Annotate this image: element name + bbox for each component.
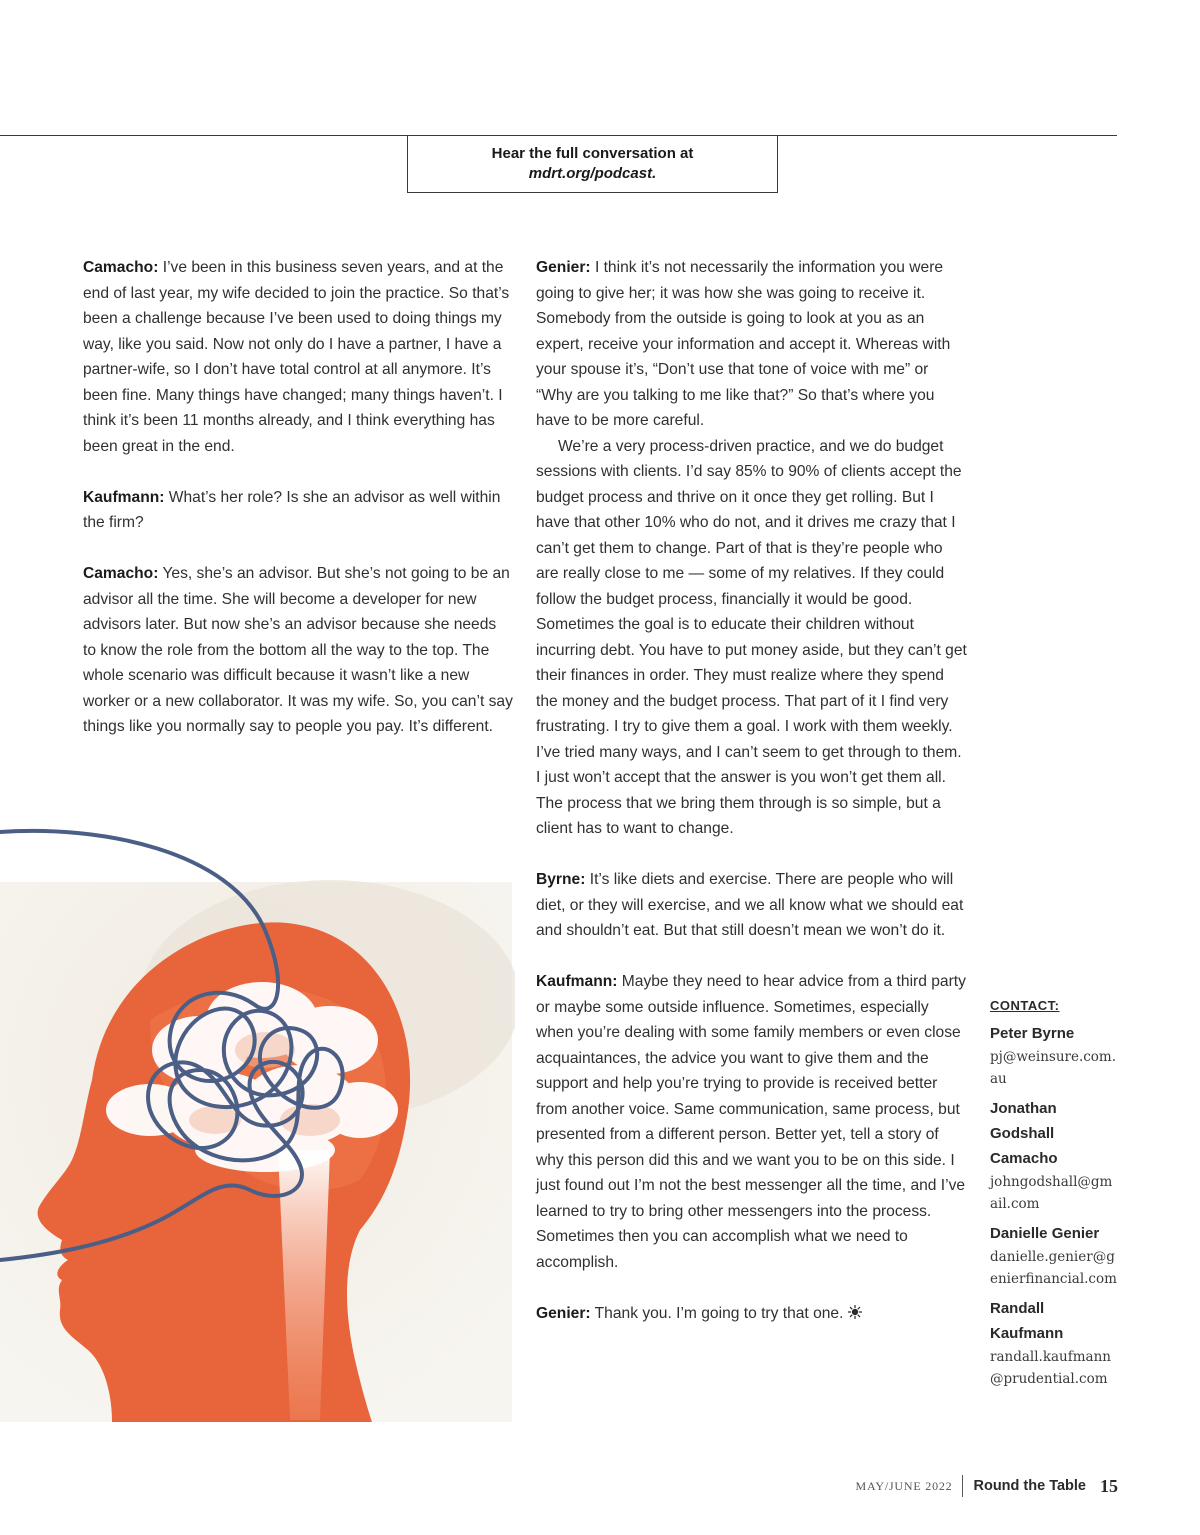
speaker-label: Genier: <box>536 259 591 276</box>
speaker-label: Genier: <box>536 1304 591 1322</box>
contact-email[interactable]: johngodshall@gmail.com <box>990 1174 1113 1212</box>
speaker-label: Kaufmann: <box>536 973 618 990</box>
paragraph-text: I think it’s not necessarily the information you were going to give her; it was how she was going to receive it. Somebody from the outside is going to look at you as an expert, receive your information and accept it. Whereas with your spouse it’s, “Don’t use that tone of voice with me” or “Why are you talking to me like that?” So that’s where you have to be more careful. <box>536 259 951 429</box>
contact-email[interactable]: danielle.genier@genierfinancial.com <box>990 1249 1117 1287</box>
contact-entry <box>990 1096 1120 1215</box>
contact-entry <box>990 1296 1120 1390</box>
speaker-label: Kaufmann: <box>83 488 165 506</box>
contact-sidebar <box>990 998 1120 1396</box>
podcast-callout <box>407 135 778 193</box>
paragraph-text: What’s her role? Is she an advisor as well within the firm? <box>83 488 501 531</box>
contact-email[interactable]: randall.kaufmann@prudential.com <box>990 1349 1111 1387</box>
sunburst-end-icon <box>848 1305 862 1319</box>
paragraph-kaufmann-1 <box>83 485 513 536</box>
paragraph-genier-2 <box>536 1301 969 1327</box>
callout-link[interactable]: mdrt.org/podcast. <box>528 165 657 182</box>
contact-heading: CONTACT: <box>990 998 1060 1013</box>
speaker-label: Camacho: <box>83 259 159 276</box>
paragraph-kaufmann-2 <box>536 969 969 1275</box>
footer-divider <box>962 1475 963 1497</box>
speaker-label: Camacho: <box>83 565 159 582</box>
contact-name: Danielle Genier <box>990 1225 1100 1242</box>
page-footer <box>856 1474 1118 1498</box>
paragraph-text: Thank you. I’m going to try that one. <box>594 1304 844 1322</box>
publication-title: Round the Table <box>973 1478 1086 1494</box>
contact-name: Randall Kaufmann <box>990 1300 1064 1342</box>
paragraph-text: It’s like diets and exercise. There are people who will diet, or they will exercise, and we all know what we should eat and shouldn’t eat. But that still doesn’t mean we won’t do it. <box>536 871 964 939</box>
left-column <box>83 255 513 740</box>
callout-line-1: Hear the full conversation at <box>491 145 694 162</box>
paragraph-text: Yes, she’s an advisor. But she’s not going to be an advisor all the time. She will become a developer for new advisors later. But now she’s an advisor because she needs to know the role from the bottom all the way to the top. The whole scenario was difficult because it wasn’t like a new worker or a new collaborator. It was my wife. So, you can’t say things like you normally say to people you pay. It’s different. <box>83 565 513 735</box>
head-brain-illustration <box>0 820 515 1422</box>
paragraph-text: I’ve been in this business seven years, and at the end of last year, my wife decided to join the practice. So that’s been a challenge because I’ve been used to doing things my way, like you said. Now not only do I have a partner, I have a partner-wife, so I don’t have total control at all anymore. It’s been fine. Many things have changed; many things haven’t. I think it’s been 11 months already, and I think everything has been great in the end. <box>83 259 510 455</box>
right-column <box>536 255 969 1326</box>
paragraph-text: Maybe they need to hear advice from a third party or maybe some outside influence. Sometimes, especially when you’re dealing with some family members or even close acquaintances, the advice you want to give them and the support and help you’re trying to provide is received better from another voice. Same communication, same process, but presented from a different person. Better yet, tell a story of why this person did this and we want you to be on this side. I just found out I’m not the best messenger all the time, and I’ve learned to try to bring other messengers into the process. Sometimes then you can accomplish what we need to accomplish. <box>536 973 966 1271</box>
issue-date: MAY/JUNE 2022 <box>855 1478 953 1493</box>
contact-name: Jonathan Godshall Camacho <box>990 1100 1058 1167</box>
speaker-label: Byrne: <box>536 871 586 888</box>
paragraph-camacho-2 <box>83 561 513 740</box>
paragraph-camacho-1 <box>83 255 513 459</box>
paragraph-genier-1 <box>536 255 969 434</box>
contact-entry <box>990 1221 1120 1290</box>
paragraph-byrne <box>536 867 969 944</box>
page-number: 15 <box>1100 1475 1118 1496</box>
contact-name: Peter Byrne <box>990 1025 1075 1042</box>
contact-email[interactable]: pj@weinsure.com.au <box>990 1049 1117 1087</box>
paragraph-genier-1-continued: We’re a very process-driven practice, and we do budget sessions with clients. I’d say 85% to 90% of clients accept the budget process and thrive on it once they get rolling. But I have that other 10% who do not, and it drives me crazy that I can’t get them to change. Part of that is they’re people who are really close to me — some of my relatives. If they could follow the budget process, financially it would be good. Sometimes the goal is to educate their children without incurring debt. You have to put money aside, but they can’t get their finances in order. They must realize where they spend the money and the budget process. That part of it I find very frustrating. I try to give them a goal. I work with them weekly. I’ve tried many ways, and I can’t seem to get through to them. I just won’t accept that the answer is you won’t get them all. The process that we bring them through is so simple, but a client has to want to change. <box>536 437 967 837</box>
contact-entry <box>990 1021 1120 1090</box>
